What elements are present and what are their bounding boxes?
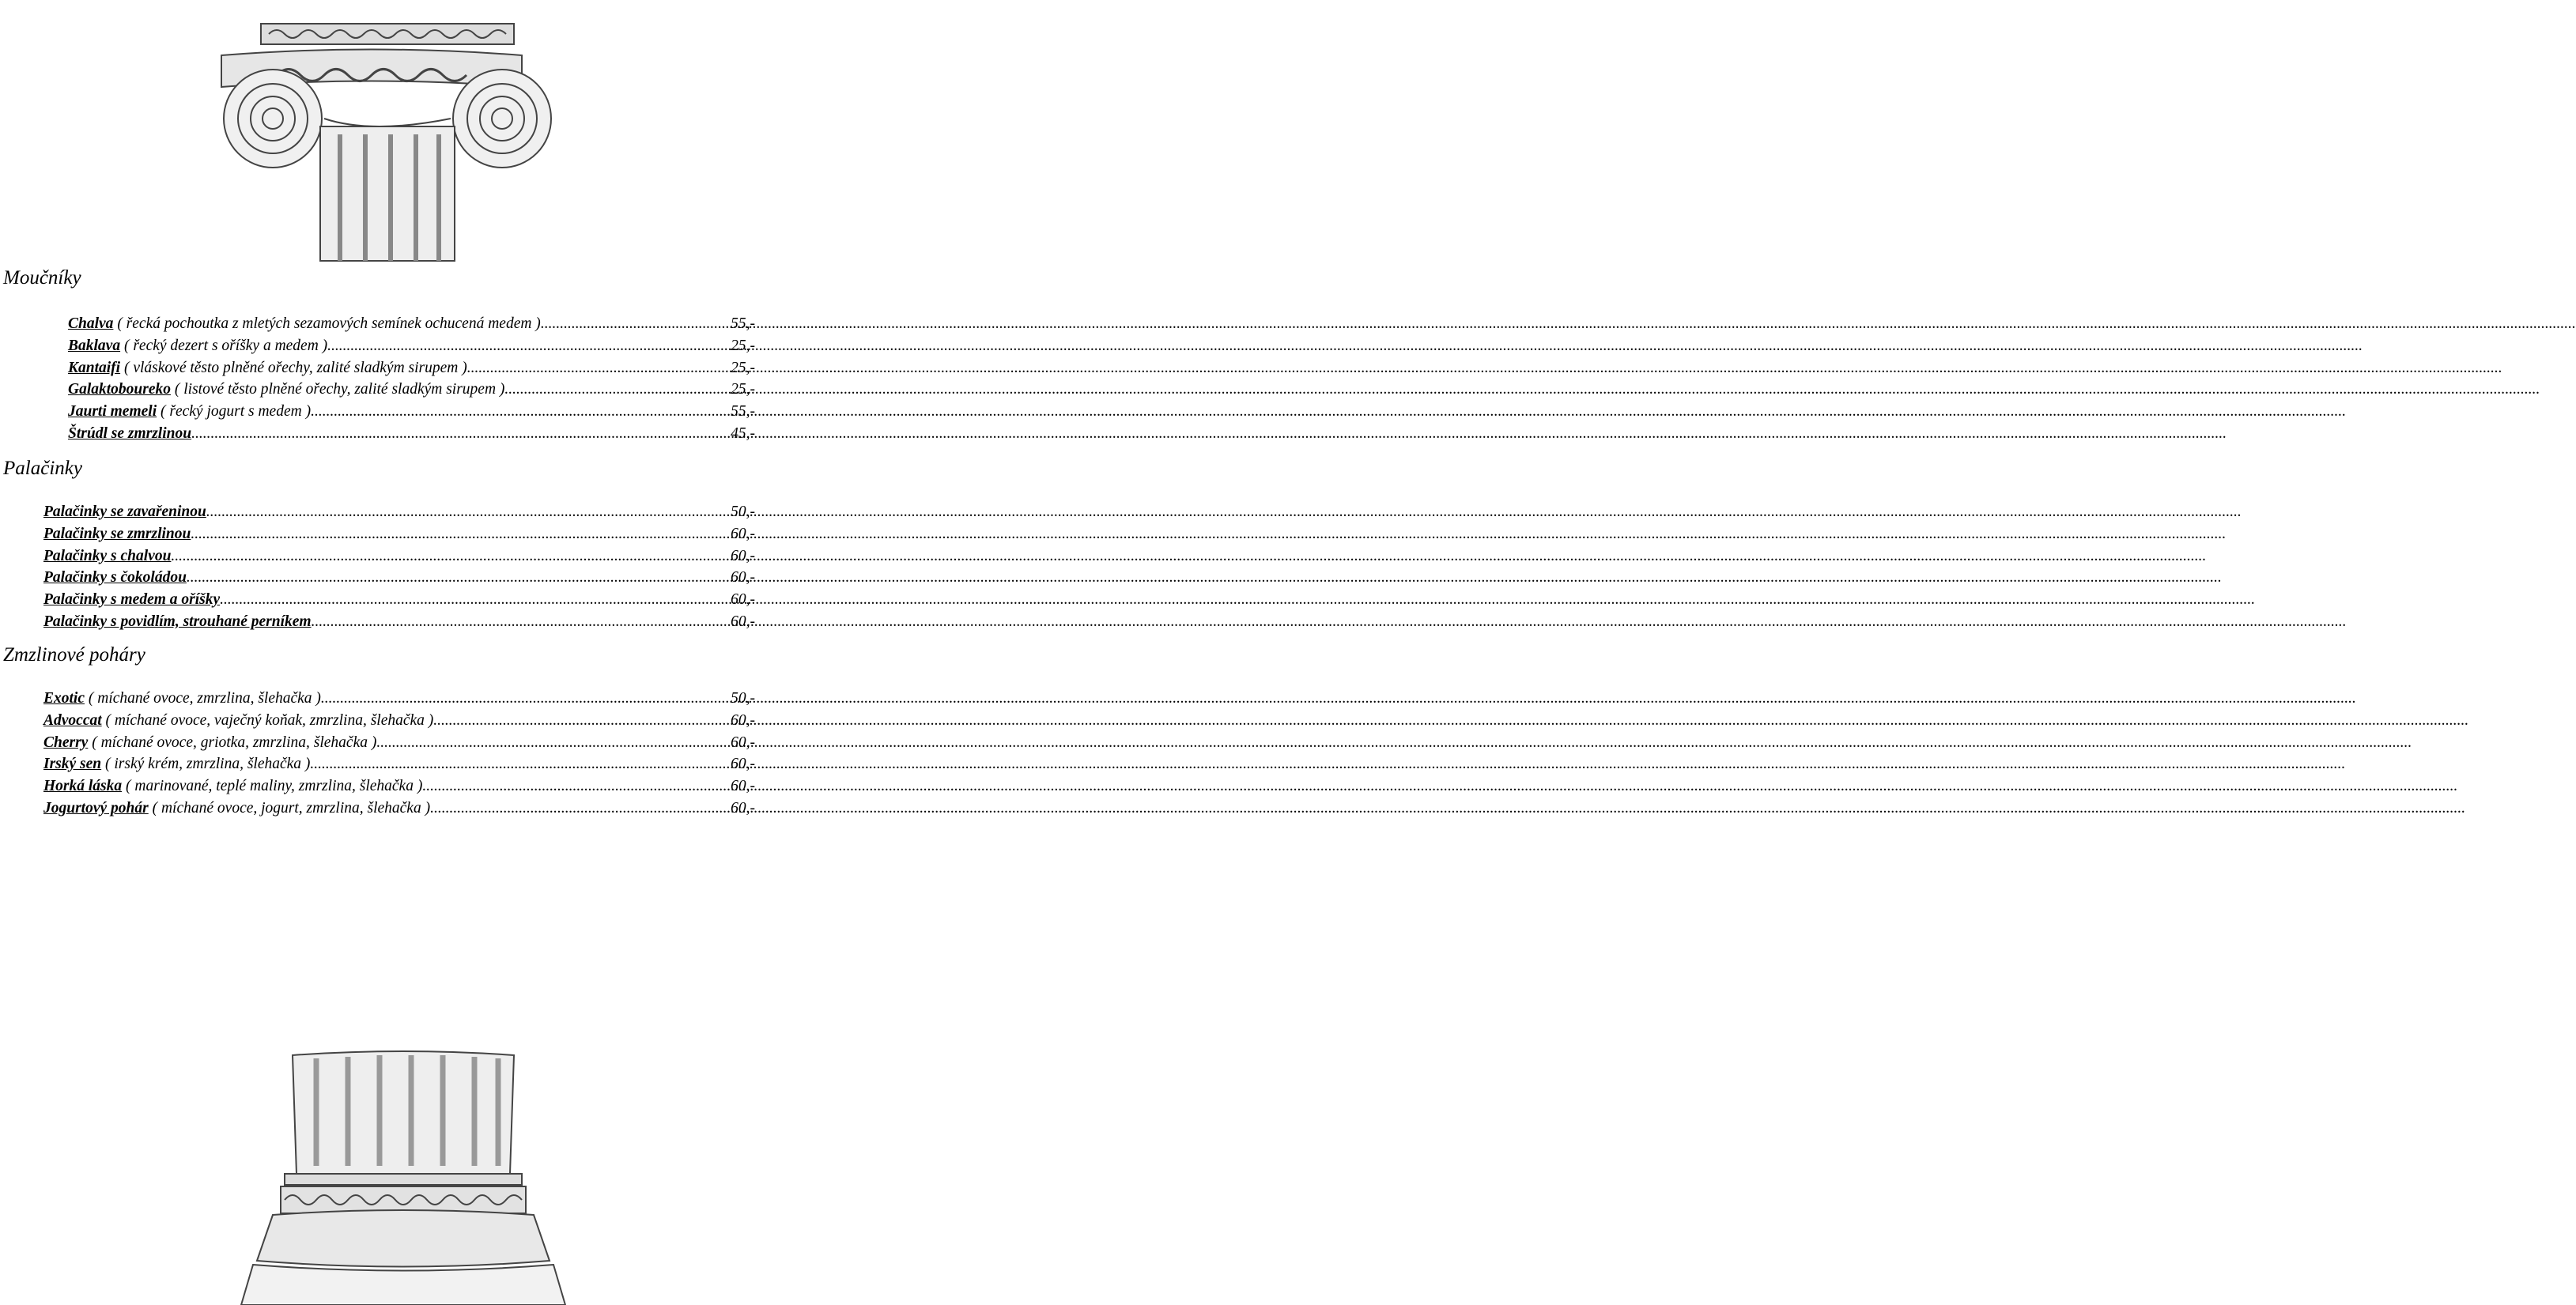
item-name: Exotic — [43, 690, 85, 707]
item-name: Štrúdl se zmrzlinou — [68, 424, 192, 442]
item-name: Galaktoboureko — [68, 381, 172, 398]
column-base-illustration — [237, 1047, 569, 1305]
menu-item — [43, 775, 755, 798]
item-description: ( řecký dezert s oříšky a medem ) — [120, 337, 328, 354]
item-price: 25,- — [731, 359, 755, 376]
item-name: Chalva — [68, 315, 114, 332]
dot-leader — [504, 379, 730, 401]
menu-item — [43, 567, 755, 589]
item-price: 60,- — [731, 525, 755, 542]
item-price: 25,- — [731, 337, 755, 354]
item-description: ( vláskové těsto plněné ořechy, zalité sladkým sirupem ) — [120, 359, 467, 376]
item-name: Palačinky s povidlím, strouhané perníkem — [43, 613, 312, 630]
item-price: 60,- — [731, 547, 755, 564]
dot-leader — [187, 567, 730, 589]
menu-list-zmzlinove-pohary — [43, 688, 755, 820]
item-name: Palačinky s chalvou — [43, 547, 172, 564]
item-description: ( irský krém, zmrzlina, šlehačka ) — [101, 756, 311, 773]
menu-item — [43, 798, 755, 820]
item-price: 60,- — [731, 591, 755, 609]
menu-item — [68, 423, 755, 445]
item-name: Baklava — [68, 337, 121, 354]
dot-leader — [311, 401, 730, 423]
item-name: Jaurti memeli — [68, 403, 157, 421]
item-price: 45,- — [731, 424, 755, 442]
item-price: 60,- — [731, 711, 755, 729]
menu-item — [43, 523, 755, 545]
item-price: 60,- — [731, 799, 755, 817]
dot-leader — [312, 611, 731, 633]
item-price: 55,- — [731, 315, 755, 332]
menu-item — [43, 710, 755, 732]
dot-leader — [171, 545, 730, 568]
item-name: Palačinky s medem a oříšky — [43, 591, 221, 609]
item-price: 60,- — [731, 613, 755, 630]
menu-item — [43, 688, 755, 710]
menu-list-moucniky — [68, 313, 755, 445]
menu-item — [68, 401, 755, 423]
menu-item — [43, 589, 755, 611]
item-description: ( řecká pochoutka z mletých sezamových semínek ochucená medem ) — [113, 315, 541, 332]
dot-leader — [541, 313, 730, 335]
menu-item — [43, 501, 755, 523]
item-description: ( míchané ovoce, griotka, zmrzlina, šlehačka ) — [88, 734, 377, 751]
item-name: Advoccat — [43, 711, 102, 729]
item-name: Horká láska — [43, 778, 123, 795]
item-name: Palačinky se zmrzlinou — [43, 525, 191, 542]
dot-leader — [422, 775, 730, 798]
dot-leader — [321, 688, 730, 710]
item-price: 55,- — [731, 403, 755, 421]
dot-leader — [310, 753, 730, 775]
dot-leader — [206, 501, 730, 523]
menu-item — [43, 732, 755, 754]
menu-list-palacinky — [43, 501, 755, 633]
item-price: 60,- — [731, 756, 755, 773]
dot-leader — [430, 798, 730, 820]
section-title-palacinky: Palačinky — [3, 458, 82, 479]
item-description: ( míchané ovoce, vaječný koňak, zmrzlina, šlehačka ) — [101, 711, 434, 729]
item-description: ( marinované, teplé maliny, zmrzlina, šlehačka ) — [122, 778, 423, 795]
dot-leader — [467, 357, 730, 379]
item-name: Irský sen — [43, 756, 102, 773]
section-title-moucniky: Moučníky — [3, 267, 81, 289]
menu-item — [43, 545, 755, 568]
dot-leader — [220, 589, 730, 611]
menu-item — [68, 335, 755, 357]
item-price: 25,- — [731, 381, 755, 398]
menu-item — [43, 753, 755, 775]
item-description: ( míchané ovoce, jogurt, zmrzlina, šlehačka ) — [148, 799, 431, 817]
menu-item — [68, 379, 755, 401]
item-description: ( listové těsto plněné ořechy, zalité sladkým sirupem ) — [171, 381, 505, 398]
dot-leader — [191, 423, 730, 445]
item-price: 50,- — [731, 690, 755, 707]
item-description: ( míchané ovoce, zmrzlina, šlehačka ) — [85, 690, 321, 707]
menu-item — [68, 313, 755, 335]
ionic-capital-illustration — [182, 0, 561, 261]
dot-leader — [376, 732, 730, 754]
item-name: Palačinky s čokoládou — [43, 569, 187, 586]
menu-item — [43, 611, 755, 633]
item-price: 50,- — [731, 504, 755, 520]
item-price: 60,- — [731, 778, 755, 795]
item-price: 60,- — [731, 734, 755, 751]
item-price: 60,- — [731, 569, 755, 586]
item-description: ( řecký jogurt s medem ) — [157, 403, 312, 421]
menu-item — [68, 357, 755, 379]
dot-leader — [327, 335, 730, 357]
item-name: Palačinky se zavařeninou — [43, 504, 206, 520]
section-title-zmzlinove-pohary: Zmzlinové poháry — [3, 644, 145, 666]
item-name: Kantaifi — [68, 359, 121, 376]
dot-leader — [191, 523, 730, 545]
item-name: Jogurtový pohár — [43, 799, 149, 817]
item-name: Cherry — [43, 734, 89, 751]
dot-leader — [433, 710, 730, 732]
